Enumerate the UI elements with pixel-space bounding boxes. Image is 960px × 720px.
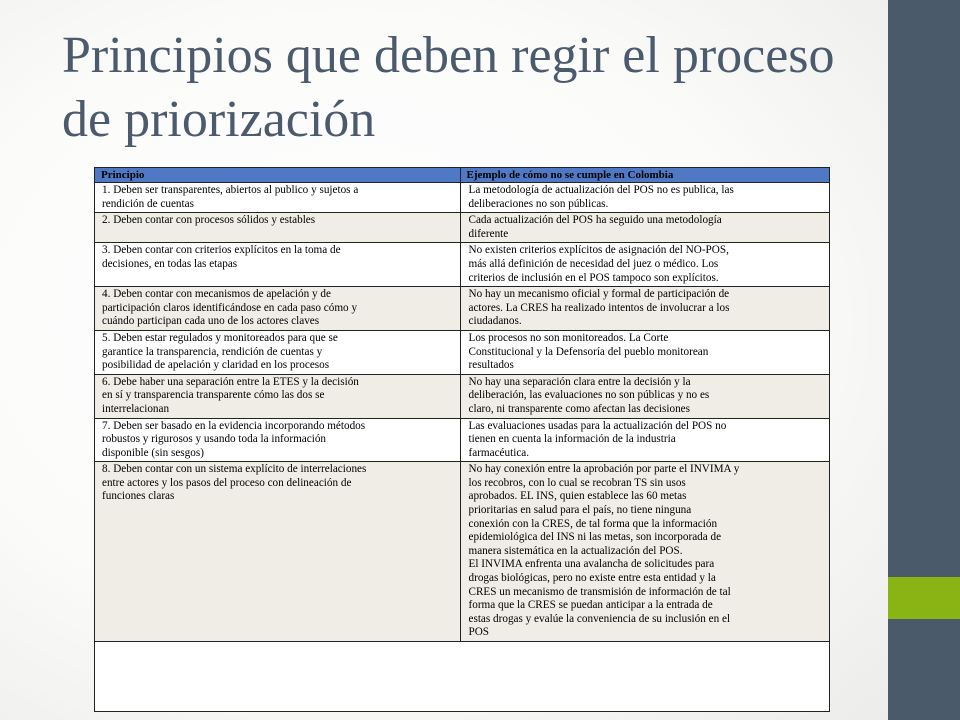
principio-cell: 5. Deben estar regulados y monitoreados para que se garantice la transparencia, rendición de cuentas y posibilidad de apelación y claridad en los procesos [95, 330, 460, 374]
table-row [95, 462, 829, 642]
principio-cell: 7. Deben ser basado en la evidencia incorporando métodos robustos y rigurosos y usando toda la información disponible (sin sesgos) [95, 418, 460, 462]
ejemplo-cell: No existen criterios explícitos de asignación del NO-POS, más allá definición de necesidad del juez o médico. Los criterios de inclusión en el POS tampoco son explícitos. [460, 243, 829, 287]
table-row [95, 418, 829, 462]
ejemplo-cell: No hay un mecanismo oficial y formal de participación de actores. La CRES ha realizado intentos de involucrar a los ciudadanos. [460, 287, 829, 331]
principles-table-grid [95, 168, 830, 642]
table-row [95, 287, 829, 331]
principio-cell: 3. Deben contar con criterios explícitos en la toma de decisiones, en todas las etapas [95, 243, 460, 287]
table-row [95, 330, 829, 374]
ejemplo-cell: No hay conexión entre la aprobación por parte el INVIMA y los recobros, con lo cual se recobran TS sin usos aprobados. EL INS, quien establece las 60 metas prioritarias en salud para el país, no tiene ninguna conexión con la CRES, de tal forma que la información epidemiológica del INS ni las metas, son incorporada de manera sistemática en la actualización del POS. El INVIMA enfrenta una avalancha de solicitudes para drogas biológicas, pero no existe entre esta entidad y la CRES un mecanismo de transmisión de información de tal forma que la CRES se puedan anticipar a la entrada de estas drogas y evalúe la conveniencia de su inclusión en el POS [460, 462, 829, 642]
table-row [95, 183, 829, 213]
principio-cell: 6. Debe haber una separación entre la ETES y la decisión en sí y transparencia transparente cómo las dos se interrelacionan [95, 374, 460, 418]
side-accent-bar [888, 577, 960, 619]
table-row [95, 374, 829, 418]
ejemplo-cell: La metodología de actualización del POS no es publica, las deliberaciones no son públicas. [460, 183, 829, 213]
table-row [95, 243, 829, 287]
principio-cell: 2. Deben contar con procesos sólidos y estables [95, 213, 460, 243]
ejemplo-cell: Los procesos no son monitoreados. La Corte Constitucional y la Defensoría del pueblo monitorean resultados [460, 330, 829, 374]
ejemplo-cell: Cada actualización del POS ha seguido una metodología diferente [460, 213, 829, 243]
slide-title: Principios que deben regir el proceso de priorización [62, 27, 835, 148]
principles-table [94, 167, 830, 712]
ejemplo-cell: No hay una separación clara entre la decisión y la deliberación, las evaluaciones no son públicas y no es claro, ni transparente como afectan las decisiones [460, 374, 829, 418]
header-ejemplo: Ejemplo de cómo no se cumple en Colombia [460, 168, 829, 183]
ejemplo-cell: Las evaluaciones usadas para la actualización del POS no tienen en cuenta la información de la industria farmacéutica. [460, 418, 829, 462]
header-principio: Principio [95, 168, 460, 183]
table-row [95, 213, 829, 243]
table-header-row [95, 168, 829, 183]
principio-cell: 1. Deben ser transparentes, abiertos al publico y sujetos a rendición de cuentas [95, 183, 460, 213]
principio-cell: 8. Deben contar con un sistema explícito de interrelaciones entre actores y los pasos del proceso con delineación de funciones claras [95, 462, 460, 642]
principio-cell: 4. Deben contar con mecanismos de apelación y de participación claros identificándose en cada paso cómo y cuándo participan cada uno de los actores claves [95, 287, 460, 331]
